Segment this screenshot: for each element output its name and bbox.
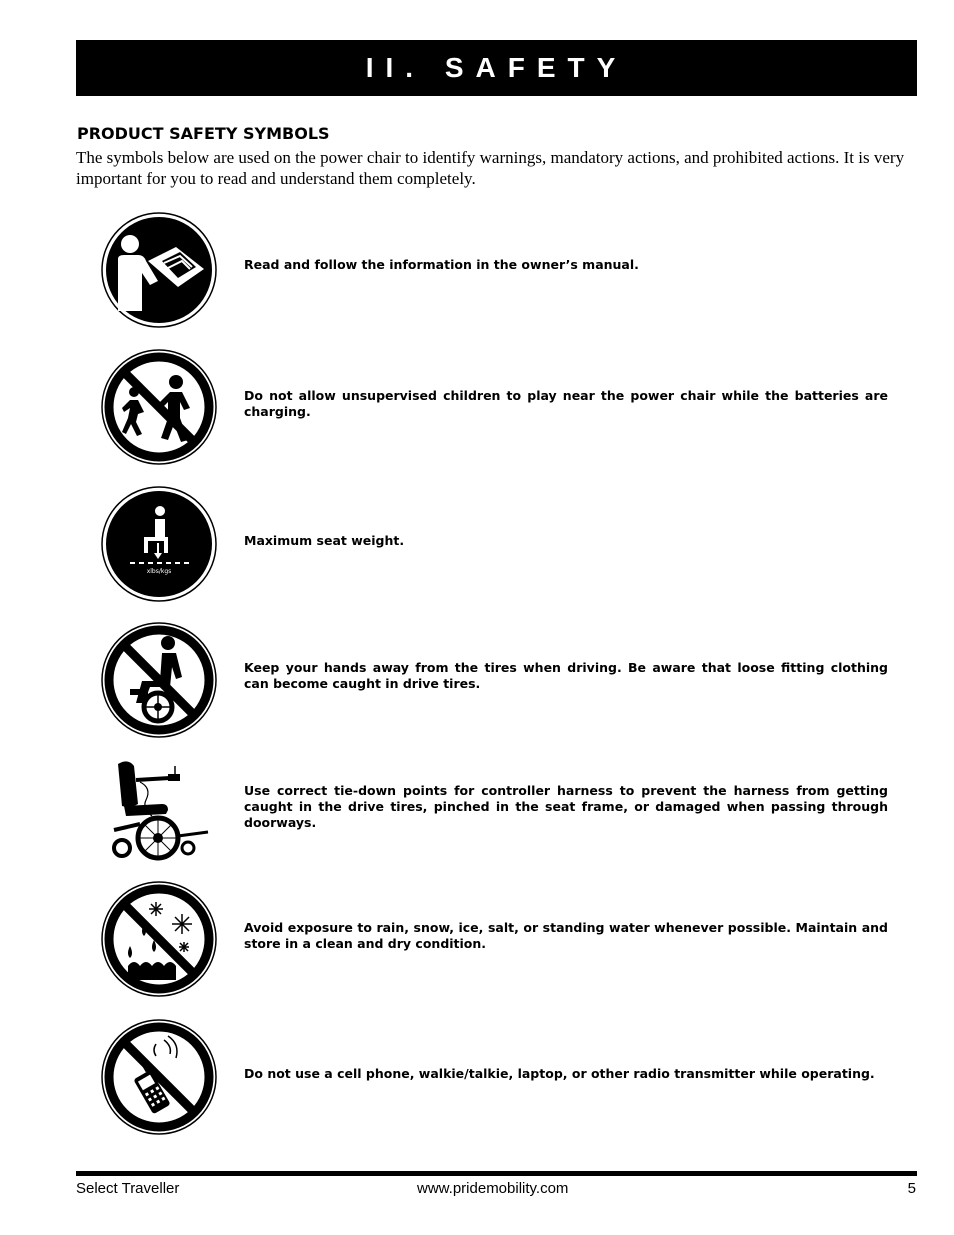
footer-website: www.pridemobility.com (417, 1180, 569, 1197)
section-heading: PRODUCT SAFETY SYMBOLS (77, 124, 330, 143)
symbol-description: Do not use a cell phone, walkie/talkie, laptop, or other radio transmitter while operating. (244, 1066, 875, 1081)
hands-away-tires-icon (100, 621, 218, 739)
symbol-description: Read and follow the information in the owner’s manual. (244, 257, 639, 272)
section-banner: II. SAFETY (76, 40, 917, 96)
footer-product-name: Select Traveller (76, 1180, 180, 1197)
symbol-description: Use correct tie-down points for controller harness to prevent the harness from getting caught in the drive tires, pinched in the seat frame, or damaged when passing through doorways. (244, 783, 888, 830)
avoid-water-icon (100, 880, 218, 998)
symbol-description: Maximum seat weight. (244, 533, 405, 548)
no-children-icon (100, 348, 218, 466)
intro-paragraph: The symbols below are used on the power chair to identify warnings, mandatory actions, and prohibited actions. It is very important for you to read and understand them completely. (76, 148, 905, 188)
footer-rule (76, 1171, 917, 1176)
tie-down-harness-icon (100, 752, 218, 870)
no-cell-phone-icon (100, 1018, 218, 1136)
weight-label: xlbs/kgs (146, 568, 172, 575)
read-manual-icon (100, 211, 218, 329)
symbol-description: Do not allow unsupervised children to play near the power chair while the batteries are charging. (244, 388, 888, 419)
page-number: 5 (907, 1180, 916, 1197)
symbol-description: Keep your hands away from the tires when driving. Be aware that loose fitting clothing can become caught in drive tires. (244, 660, 888, 691)
symbol-description: Avoid exposure to rain, snow, ice, salt, or standing water whenever possible. Maintain and store in a clean and dry condition. (244, 920, 888, 951)
max-weight-icon (100, 485, 218, 603)
